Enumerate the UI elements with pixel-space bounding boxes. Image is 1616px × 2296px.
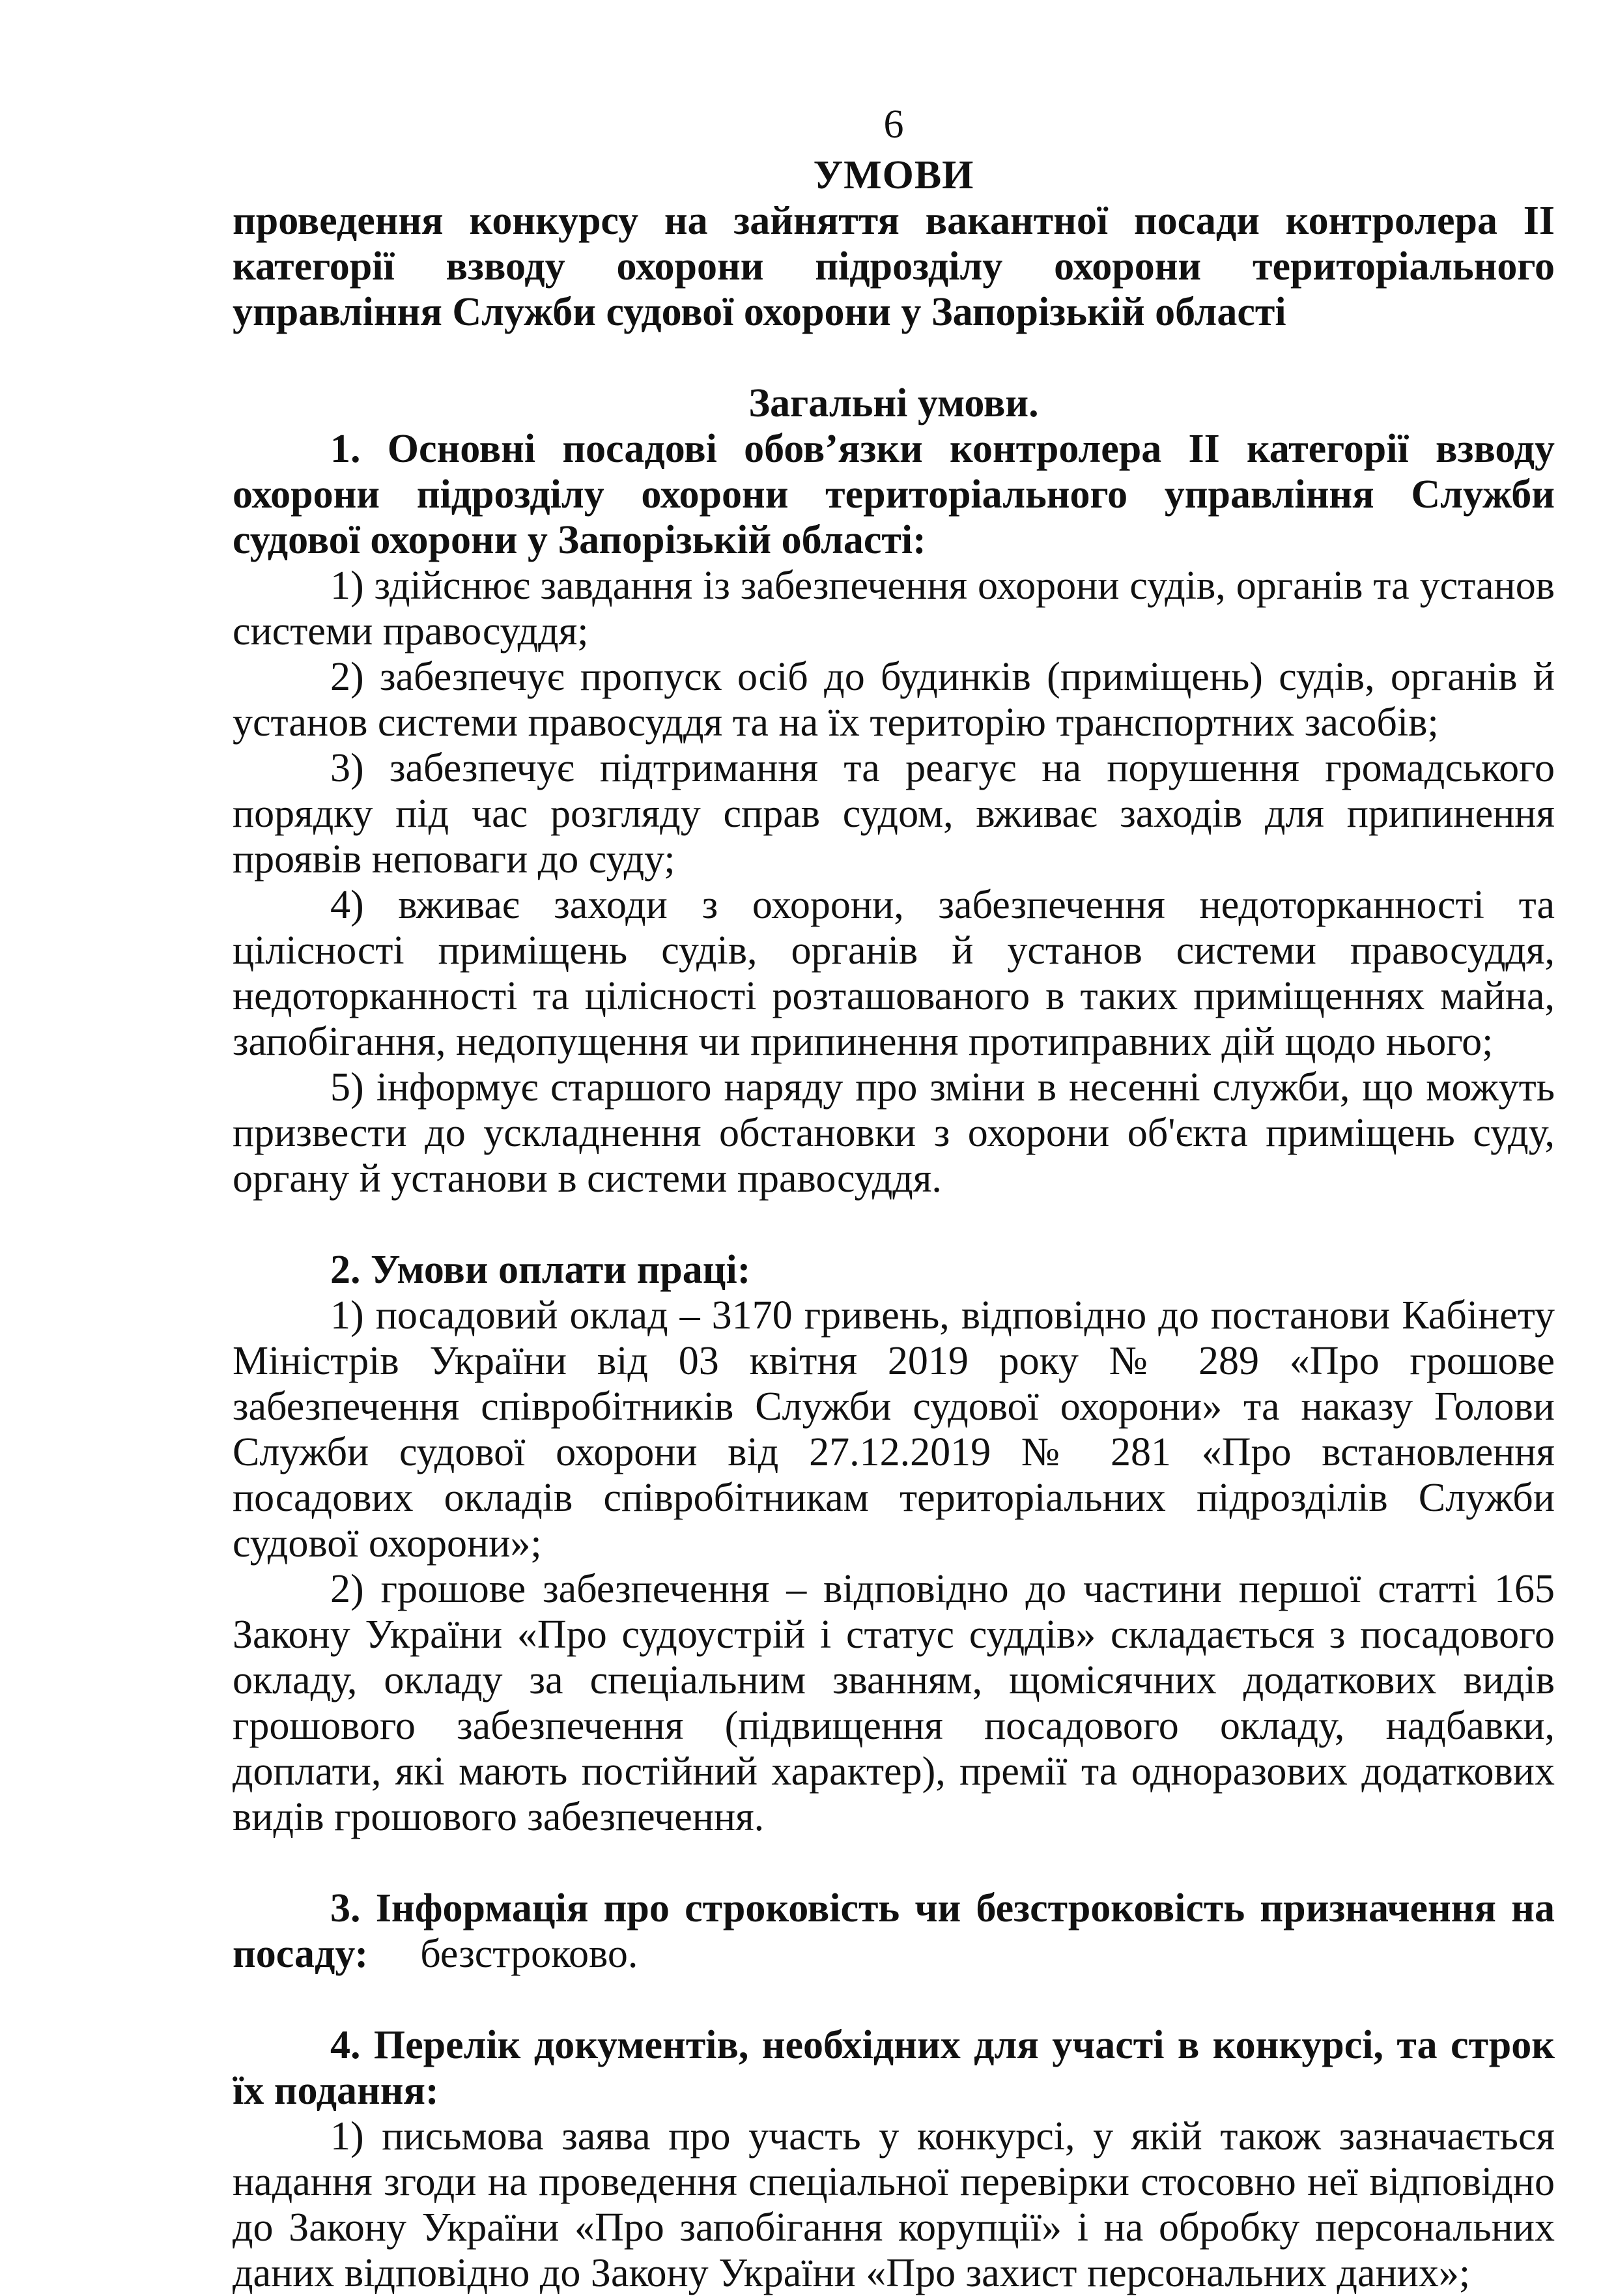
spacer <box>233 335 1555 380</box>
page-number: 6 <box>883 102 904 147</box>
section-2-item: 1) посадовий оклад – 3170 гривень, відповідно до постанови Кабінету Міністрів України від 03 квітня 2019 року № 289 «Про грошове забезпечення співробітників Служби судової охорони» та наказу Голови Служби судової охорони від 27.12.2019 № 281 «Про встановлення посадових окладів співробітникам територіальних підрозділів Служби судової охорони»; <box>233 1293 1555 1566</box>
spacer <box>233 1201 1555 1247</box>
section-4-item: 1) письмова заява про участь у конкурсі, у якій також зазначається надання згоди на проведення спеціальної перевірки стосовно неї відповідно до Закону України «Про запобігання корупції» і на обробку персональних даних відповідно до Закону України «Про захист персональних даних»; <box>233 2114 1555 2295</box>
section-1-item: 4) вживає заходи з охорони, забезпечення недоторканності та цілісності приміщень судів, органів й установ системи правосуддя, недоторканності та цілісності розташованого в таких приміщеннях майна, запобігання, недопущення чи припинення протиправних дій щодо нього; <box>233 883 1555 1064</box>
section-3-answer: безстроково. <box>420 1932 638 1976</box>
section-3-paragraph <box>233 1886 1555 1977</box>
spacer <box>233 1977 1555 2022</box>
general-conditions-heading: Загальні умови. <box>748 381 1039 425</box>
section-3-heading: 3. Інформація про строковість чи безстроковість призначення на посаду: <box>233 1886 1555 1976</box>
section-2-heading: 2. Умови оплати праці: <box>330 1248 751 1292</box>
section-2-item: 2) грошове забезпечення – відповідно до частини першої статті 165 Закону України «Про судоустрій і статус суддів» складається з посадового окладу, окладу за спеціальним званням, щомісячних додаткових видів грошового забезпечення (підвищення посадового окладу, надбавки, доплати, які мають постійний характер), премії та одноразових додаткових видів грошового забезпечення. <box>233 1567 1555 1839</box>
spacer <box>233 1840 1555 1886</box>
document-content <box>233 96 1555 2296</box>
section-4-heading: 4. Перелік документів, необхідних для участі в конкурсі, та строк їх подання: <box>233 2023 1555 2113</box>
section-1-item: 1) здійснює завдання із забезпечення охорони судів, органів та установ системи правосуддя; <box>233 564 1555 653</box>
document-subtitle: проведення конкурсу на зайняття вакантної посади контролера ІІ категорії взводу охорони підрозділу охорони територіального управління Служби судової охорони у Запорізькій області <box>233 199 1555 334</box>
section-1-item: 2) забезпечує пропуск осіб до будинків (приміщень) судів, органів й установ системи правосуддя та на їх територію транспортних засобів; <box>233 655 1555 745</box>
section-1-item: 3) забезпечує підтримання та реагує на порушення громадського порядку під час розгляду справ судом, вживає заходів для припинення проявів неповаги до суду; <box>233 746 1555 882</box>
section-1-item: 5) інформує старшого наряду про зміни в несенні служби, що можуть призвести до ускладнення обстановки з охорони об'єкта приміщень суду, органу й установи в системи правосуддя. <box>233 1065 1555 1201</box>
section-1-heading: 1. Основні посадові обов’язки контролера ІІ категорії взводу охорони підрозділу охорони територіального управління Служби судової охорони у Запорізькій області: <box>233 427 1555 562</box>
document-title: УМОВИ <box>813 153 974 197</box>
